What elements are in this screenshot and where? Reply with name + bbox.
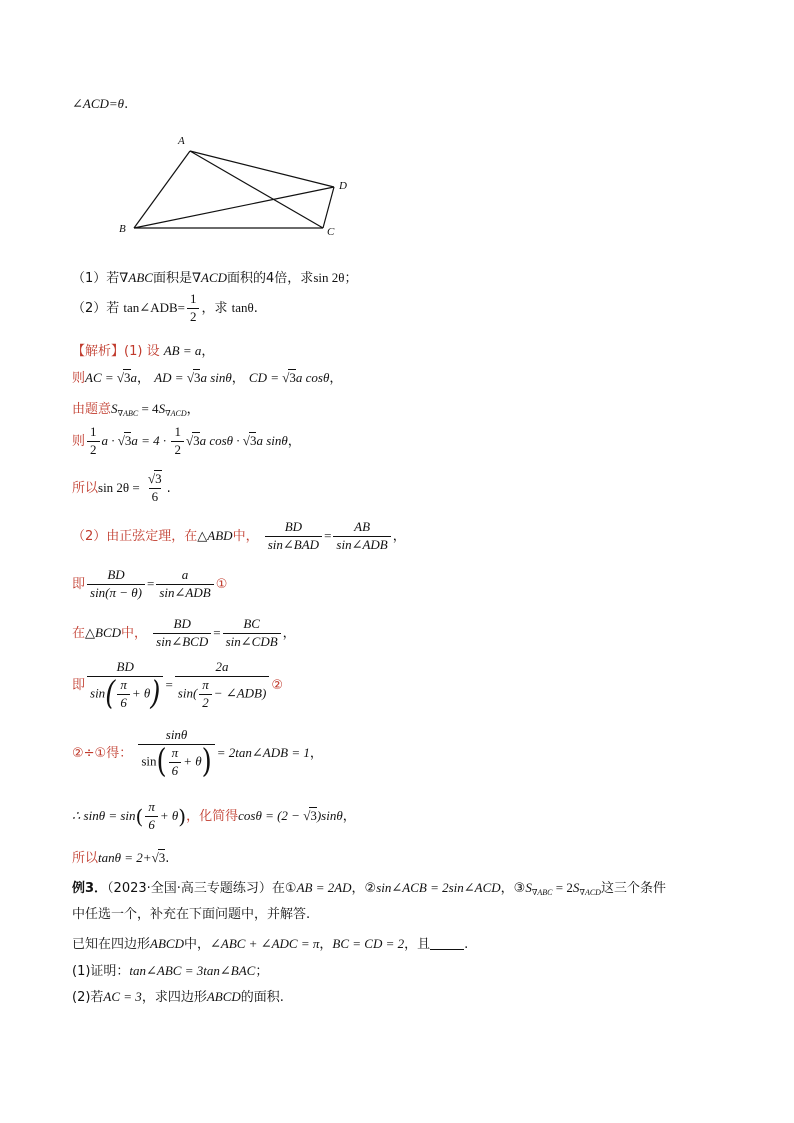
- sin: sin(: [177, 685, 198, 701]
- angle-definition: [72, 96, 128, 112]
- subscript-acd: ∇ACD: [579, 888, 601, 897]
- answer-blank[interactable]: [430, 937, 464, 950]
- fraction-half: [87, 425, 100, 458]
- area-symbol: S: [572, 880, 580, 895]
- solution-line-4: 则 $\frac{1}{2}$ a · √3a = 4 · $\frac{1}{2}$ √3a cosθ · √3a sinθ，: [72, 424, 301, 457]
- q2-end: .: [253, 300, 258, 316]
- text-in: 在: [72, 625, 86, 641]
- source: （2023·全国·高三专题练习）在①: [107, 881, 297, 896]
- condition-2: sin∠ACB = 2sin∠ACD: [376, 880, 501, 895]
- fraction: [265, 520, 322, 553]
- equals: =: [147, 575, 155, 591]
- fraction: [156, 568, 213, 601]
- comma: ，: [282, 625, 296, 641]
- divide-result: ②÷①得：: [72, 745, 133, 761]
- sin: sin: [141, 753, 157, 769]
- triangle-bcd: △BCD: [85, 624, 122, 640]
- tan-theta: tanθ: [231, 299, 254, 315]
- angle-sum: ∠ABC + ∠ADC = π: [209, 936, 320, 951]
- pi: π: [120, 676, 127, 692]
- segment-ab: [134, 151, 190, 228]
- denominator: 6: [149, 488, 162, 505]
- equation-marker-2: ②: [271, 677, 283, 693]
- question-1: [72, 267, 357, 286]
- denominator: 2: [187, 308, 200, 325]
- numerator: BD: [173, 616, 191, 631]
- denominator: sin∠CDB: [223, 633, 281, 650]
- fraction: [175, 660, 270, 711]
- equals: =: [213, 624, 221, 640]
- solution-line-6: [72, 520, 406, 553]
- numerator: a: [181, 567, 189, 582]
- sin-2theta-eq: sin 2θ =: [98, 479, 143, 495]
- fraction-one-half: [187, 292, 200, 325]
- area-symbol: S: [158, 401, 166, 416]
- comma: ，: [287, 433, 301, 449]
- solution-line-7: [72, 568, 227, 601]
- ac-eq-3: AC = 3: [103, 989, 142, 1004]
- comma: ，: [201, 344, 215, 359]
- q2-number: （2）若: [72, 300, 120, 316]
- solution-line-2: 则AC = √3a， AD = √3a sinθ， CD = √3a cosθ，: [72, 370, 343, 386]
- numerator: BD: [107, 567, 125, 582]
- quadrilateral-figure: [110, 128, 370, 240]
- label-b: B: [119, 223, 126, 235]
- example-3-line-3: [72, 933, 468, 952]
- denominator: sin∠ADB: [333, 536, 390, 553]
- text-in: 中，: [121, 625, 148, 641]
- therefore: 所以: [72, 480, 99, 496]
- comma: ，: [329, 371, 343, 386]
- numerator: BD: [116, 659, 134, 674]
- quad-abcd: ABCD: [206, 989, 241, 1004]
- segment-cd: [323, 187, 334, 228]
- solution-line-1: [72, 340, 214, 359]
- six: 6: [169, 762, 182, 779]
- example-label: 例3．: [72, 881, 108, 896]
- sin-2theta: sin 2θ: [313, 270, 345, 285]
- example-3-line-2: 中任选一个，补充在下面问题中，并解答.: [72, 907, 311, 922]
- sine-law-text: （2）由正弦定理，在: [72, 528, 198, 544]
- period: .: [124, 97, 129, 112]
- a-sin-theta: a sinθ: [200, 370, 232, 385]
- segment-ac: [190, 151, 323, 228]
- period: .: [166, 480, 171, 496]
- area-symbol: S: [111, 401, 118, 416]
- q2-text: ，求: [201, 300, 228, 316]
- denominator: sin∠BCD: [153, 633, 211, 650]
- segment-ad: [190, 151, 334, 187]
- subscript-abc: ∇ABC: [117, 409, 139, 418]
- var-a: a: [130, 370, 138, 385]
- text: 这三个条件: [600, 881, 666, 896]
- term: a ·: [101, 432, 118, 448]
- term: a cosθ ·: [199, 432, 243, 448]
- pi: π: [171, 744, 179, 760]
- ac-eq: AC =: [85, 370, 117, 385]
- condition-1: AB = 2AD: [296, 880, 352, 895]
- denominator: 2: [87, 441, 100, 458]
- tan-adb: tan∠ADB=: [123, 299, 185, 315]
- therefore: 所以: [72, 851, 99, 866]
- part-label: (1)证明：: [72, 964, 130, 979]
- triangle-abc: ∇ABC: [119, 270, 153, 285]
- area-symbol: S: [525, 880, 532, 895]
- separator: ，②: [351, 881, 377, 896]
- solution-line-12: 所以tanθ = 2+√3.: [72, 850, 170, 866]
- tan-theta-eq: tanθ = 2+: [98, 850, 152, 865]
- q1-text-3: 面积的4倍，求: [227, 271, 314, 286]
- text: 的面积.: [240, 990, 284, 1005]
- numerator: BC: [243, 616, 260, 631]
- plus-theta: + θ: [131, 685, 151, 701]
- fraction-pi-6: [145, 800, 158, 833]
- plus-theta: + θ: [159, 807, 179, 823]
- tan-equation: tan∠ABC = 3tan∠BAC: [129, 963, 256, 978]
- comma: ，: [342, 808, 356, 824]
- sqrt-3: 3: [124, 370, 131, 385]
- sqrt-3: 3: [124, 432, 132, 448]
- sin-theta: )sinθ: [316, 807, 343, 823]
- sqrt-3: 3: [193, 432, 200, 448]
- period: .: [165, 851, 170, 866]
- cd-eq: CD =: [248, 370, 283, 385]
- part-label: (2)若: [72, 990, 104, 1005]
- comma: ，: [309, 745, 323, 761]
- example-3-line-1: [72, 877, 666, 897]
- numerator: sinθ: [165, 727, 188, 742]
- denominator: 2: [171, 441, 184, 458]
- six: 6: [117, 694, 130, 711]
- two: 2: [199, 694, 212, 711]
- label-d: D: [339, 180, 347, 192]
- example-3-part-1: [72, 960, 268, 979]
- q1-number: （1）: [72, 271, 107, 286]
- sin: sin: [90, 685, 106, 701]
- cos-eq: cosθ = (2 −: [238, 807, 304, 823]
- angle-acd-theta: ∠ACD=θ: [72, 96, 125, 111]
- sqrt-3: 3: [289, 370, 296, 385]
- comma: ，: [392, 528, 406, 544]
- fraction-sqrt3-6: $\frac{√3}{6}$: [148, 471, 162, 504]
- triangle-acd: ∇ACD: [191, 270, 228, 285]
- text: ，求四边形: [141, 990, 207, 1005]
- text: 已知在四边形: [72, 937, 151, 952]
- sep: ，: [319, 937, 333, 952]
- solution-line-5: [72, 472, 171, 505]
- question-2: [72, 292, 258, 325]
- minus-adb: − ∠ADB): [213, 685, 267, 701]
- part-1-label: (1) 设: [124, 344, 160, 359]
- equals-tan: = 2tan∠ADB = 1: [216, 744, 310, 760]
- subscript-acd: ∇ACD: [165, 409, 187, 418]
- separator: ，③: [500, 881, 526, 896]
- numerator: 1: [174, 424, 181, 439]
- label-c: C: [327, 226, 335, 238]
- simplify-text: ，化简得: [186, 808, 239, 824]
- solution-line-11: ∴ sinθ = sin( $\frac{\pi}{6}$ + θ)，化简得cosθ = (2 − √3)sinθ，: [72, 799, 356, 832]
- fraction: sinθ sin( $\frac{\pi}{6}$ + θ): [138, 728, 214, 779]
- numerator: AB: [354, 519, 371, 534]
- fraction: [87, 568, 145, 601]
- triangle-abd: △ABD: [197, 527, 233, 543]
- numerator: 1: [189, 291, 197, 306]
- fraction-half: [171, 425, 184, 458]
- semicolon: ；: [255, 964, 269, 979]
- equals: =: [324, 527, 332, 543]
- pi: π: [202, 676, 209, 692]
- text: ，且: [404, 937, 431, 952]
- equals-4: = 4: [138, 401, 159, 416]
- sqrt-3: 3: [249, 432, 257, 448]
- fraction: [333, 520, 390, 553]
- denominator: sin∠ADB: [156, 584, 213, 601]
- quad-abcd: ABCD: [150, 936, 184, 951]
- solution-line-9: [72, 659, 283, 714]
- then: 则: [72, 433, 86, 449]
- equals-2: = 2: [552, 880, 573, 895]
- equals: =: [165, 676, 173, 692]
- by-condition: 由题意: [72, 402, 112, 417]
- ad-eq: AD =: [154, 370, 187, 385]
- bc-cd-eq: BC = CD = 2: [332, 936, 405, 951]
- then: 则: [72, 371, 86, 386]
- equation-marker-1: ①: [215, 576, 228, 592]
- solution-line-3: [72, 398, 200, 418]
- q1-text-2: 面积是: [152, 271, 192, 286]
- plus-theta: + θ: [183, 753, 202, 769]
- label-a: A: [178, 135, 185, 147]
- sep: ，: [137, 371, 151, 386]
- numerator: 2a: [215, 659, 229, 674]
- numerator: 1: [90, 424, 97, 439]
- q1-text: 若: [106, 271, 120, 286]
- segment-bd: [134, 187, 334, 228]
- sep: ，: [231, 371, 245, 386]
- solution-line-8: [72, 617, 296, 650]
- fraction: [153, 617, 211, 650]
- comma: ，: [186, 402, 200, 417]
- solution-line-10: [72, 727, 323, 782]
- sqrt-3: 3: [193, 370, 201, 385]
- term: a = 4 ·: [131, 432, 170, 448]
- i-e: 即: [72, 677, 86, 693]
- i-e: 即: [72, 576, 86, 592]
- fraction: BD sin( $\frac{\pi}{6}$ + θ): [87, 660, 163, 711]
- therefore-sin: ∴ sinθ = sin: [72, 807, 136, 823]
- six: 6: [145, 816, 158, 833]
- pi: π: [148, 799, 155, 814]
- sqrt-3: 3: [158, 850, 166, 865]
- denominator: sin(π − θ): [87, 584, 145, 601]
- sqrt-3: 3: [155, 471, 162, 486]
- period: .: [464, 937, 469, 952]
- term: a sinθ: [256, 432, 288, 448]
- text-in: 中，: [232, 528, 259, 544]
- subscript-abc: ∇ABC: [531, 888, 553, 897]
- denominator: sin∠BAD: [265, 536, 322, 553]
- a-cos-theta: a cosθ: [295, 370, 330, 385]
- numerator: BD: [284, 519, 303, 534]
- q1-end: ；: [344, 271, 358, 286]
- sqrt-3: 3: [310, 807, 317, 823]
- ab-equals-a: AB = a: [163, 343, 202, 358]
- text: 中，: [183, 937, 210, 952]
- solution-heading: 【解析】: [72, 344, 125, 359]
- example-3-part-2: [72, 986, 284, 1005]
- fraction: [223, 617, 281, 650]
